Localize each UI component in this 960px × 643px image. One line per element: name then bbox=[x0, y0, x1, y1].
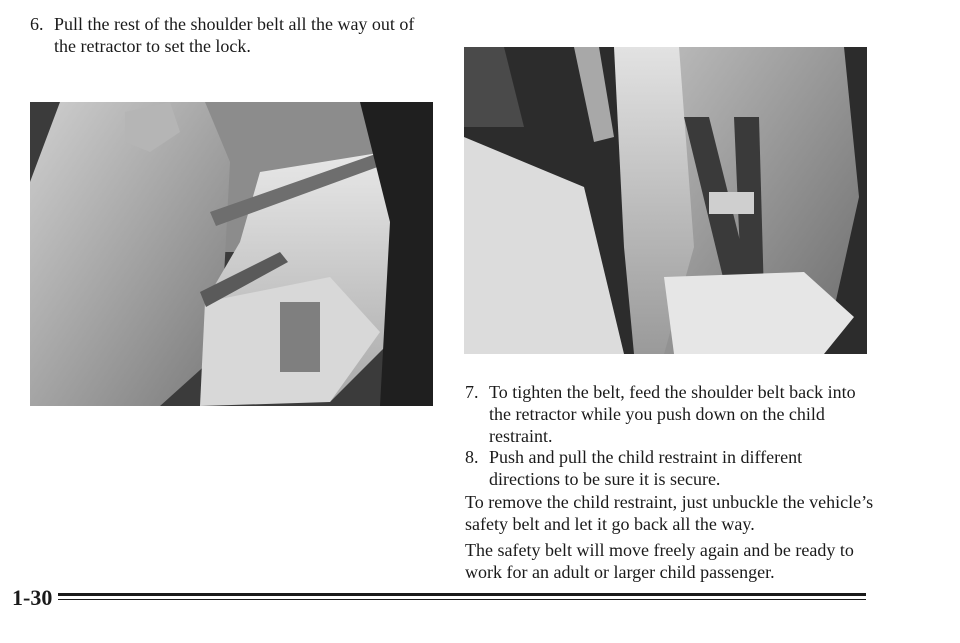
step-number: 6. bbox=[30, 14, 44, 34]
step-text: Pull the rest of the shoulder belt all the way out of the retractor to set the lock. bbox=[54, 14, 415, 56]
paragraph-belt-ready: The safety belt will move freely again and be ready to work for an adult or larger child passenger. bbox=[465, 540, 854, 582]
step-7 bbox=[465, 381, 865, 447]
step-number: 7. bbox=[465, 382, 479, 402]
step-8 bbox=[465, 446, 865, 490]
illustration-tighten-belt bbox=[464, 47, 867, 354]
photo-tighten-belt-graphic bbox=[464, 47, 867, 354]
paragraph-remove-restraint: To remove the child restraint, just unbuckle the vehicle’s safety belt and let it go back all the way. bbox=[465, 492, 874, 534]
footer-rule-thin bbox=[58, 599, 866, 600]
photo-pull-belt-graphic bbox=[30, 102, 433, 406]
illustration-pull-belt bbox=[30, 102, 433, 406]
footer-rule-thick bbox=[58, 593, 866, 596]
page-number: 1-30 bbox=[12, 585, 53, 610]
step-6 bbox=[30, 13, 430, 57]
step-text: Push and pull the child restraint in different directions to be sure it is secure. bbox=[489, 447, 803, 489]
step-text: To tighten the belt, feed the shoulder belt back into the retractor while you push down on the child restraint. bbox=[489, 382, 856, 446]
step-number: 8. bbox=[465, 447, 479, 467]
